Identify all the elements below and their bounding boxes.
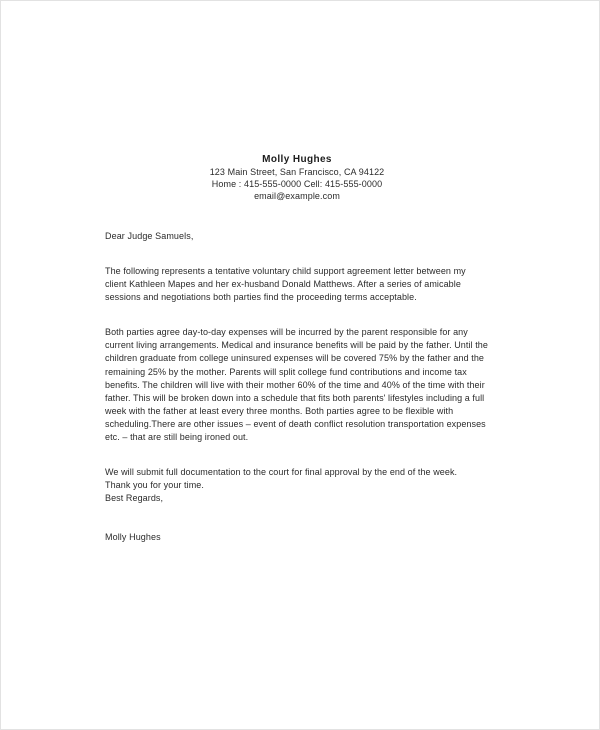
- body-paragraph-1: The following represents a tentative voluntary child support agreement letter between my client Kathleen Mapes and her ex-husband Donald Matthews. After a series of amicable sessions and negotiations both parties find the proceeding terms acceptable.: [105, 266, 466, 303]
- sender-name: Molly Hughes: [262, 154, 332, 165]
- sender-phones: Home : 415-555-0000 Cell: 415-555-0000: [211, 179, 383, 189]
- sender-email: email@example.com: [254, 191, 340, 201]
- closing-line-2: Thank you for your time.: [105, 480, 204, 491]
- letter-body: [105, 153, 489, 544]
- sender-address: 123 Main Street, San Francisco, CA 94122: [209, 167, 385, 177]
- body-paragraph-2: Both parties agree day-to-day expenses will be incurred by the parent responsible for any current living arrangements. Medical and insurance benefits will be paid by the father. Until the children graduate from college uninsured expenses will be covered 75% by the father and the remaining 25% by the mother. Parents will split college fund contributions and income tax benefits. The children will live with their mother 60% of the time and 40% of the time with their father. This will be broken down into a schedule that fits both parents' lifestyles including a full week with the father at least every three months. Both parties agree to be flexible with scheduling.There are other issues – event of death conflict resolution transportation expenses etc. – that are still being ironed out.: [105, 327, 488, 443]
- salutation: Dear Judge Samuels,: [105, 231, 194, 241]
- signature-name: Molly Hughes: [105, 532, 161, 543]
- closing-block: [105, 466, 489, 505]
- letterhead: [105, 153, 489, 202]
- closing-salutation: Best Regards,: [105, 493, 164, 504]
- closing-line-1: We will submit full documentation to the court for final approval by the end of the week.: [105, 467, 458, 478]
